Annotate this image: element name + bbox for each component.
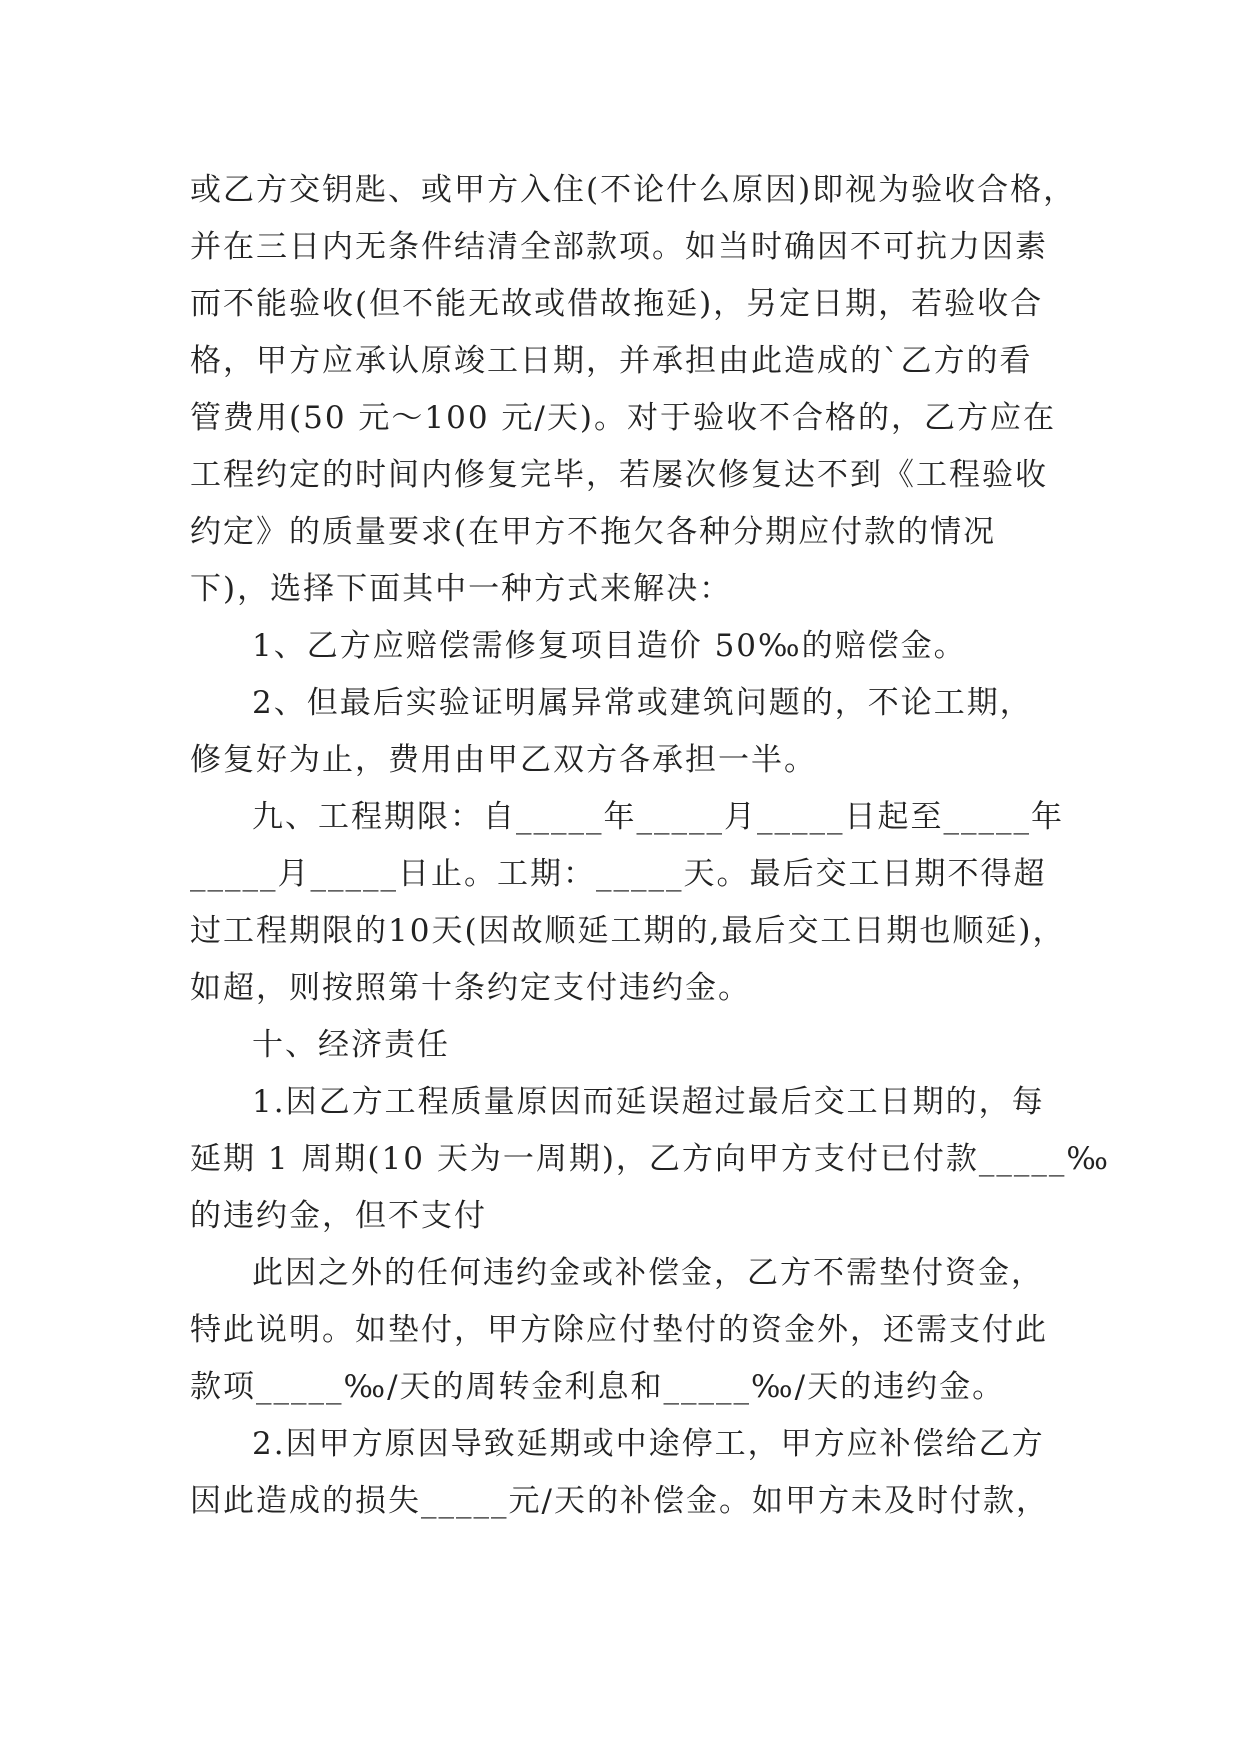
text-line: _____月_____日止。工期：_____天。最后交工日期不得超 — [190, 856, 1047, 892]
text-line: 款项_____‰/天的周转金利息和_____‰/天的违约金。 — [190, 1369, 1006, 1405]
text-line: 并在三日内无条件结清全部款项。如当时确因不可抗力因素 — [190, 229, 1048, 265]
text-line: 此因之外的任何违约金或补偿金，乙方不需垫付资金， — [252, 1255, 1044, 1291]
text-line: 九、工程期限：自_____年_____月_____日起至_____年 — [252, 799, 1064, 835]
text-line: 过工程期限的10天(因故顺延工期的,最后交工日期也顺延)， — [190, 913, 1066, 949]
text-line: 特此说明。如垫付，甲方除应付垫付的资金外，还需支付此 — [190, 1312, 1048, 1348]
text-line: 工程约定的时间内修复完毕，若屡次修复达不到《工程验收 — [190, 457, 1048, 493]
text-line: 修复好为止，费用由甲乙双方各承担一半。 — [190, 742, 817, 778]
text-line: 或乙方交钥匙、或甲方入住(不论什么原因)即视为验收合格， — [190, 172, 1077, 208]
text-line: 1、乙方应赔偿需修复项目造价 50‰的赔偿金。 — [252, 628, 967, 664]
text-line: 的违约金，但不支付 — [190, 1198, 487, 1234]
text-line: 而不能验收(但不能无故或借故拖延)，另定日期，若验收合 — [190, 286, 1044, 322]
text-line: 管费用(50 元～100 元/天)。对于验收不合格的，乙方应在 — [190, 400, 1056, 436]
text-line: 因此造成的损失_____元/天的补偿金。如甲方未及时付款， — [190, 1483, 1049, 1519]
text-line: 约定》的质量要求(在甲方不拖欠各种分期应付款的情况 — [190, 514, 997, 550]
text-line: 2、但最后实验证明属异常或建筑问题的，不论工期， — [252, 685, 1033, 721]
text-line: 2.因甲方原因导致延期或中途停工，甲方应补偿给乙方 — [252, 1426, 1045, 1462]
text-line: 格，甲方应承认原竣工日期，并承担由此造成的`乙方的看 — [190, 343, 1033, 379]
text-line: 延期 1 周期(10 天为一周期)，乙方向甲方支付已付款_____‰ — [190, 1141, 1111, 1177]
text-line: 下)，选择下面其中一种方式来解决： — [190, 571, 733, 607]
text-line: 1.因乙方工程质量原因而延误超过最后交工日期的，每 — [252, 1084, 1045, 1120]
text-line: 十、经济责任 — [252, 1027, 450, 1063]
text-line: 如超，则按照第十条约定支付违约金。 — [190, 970, 751, 1006]
